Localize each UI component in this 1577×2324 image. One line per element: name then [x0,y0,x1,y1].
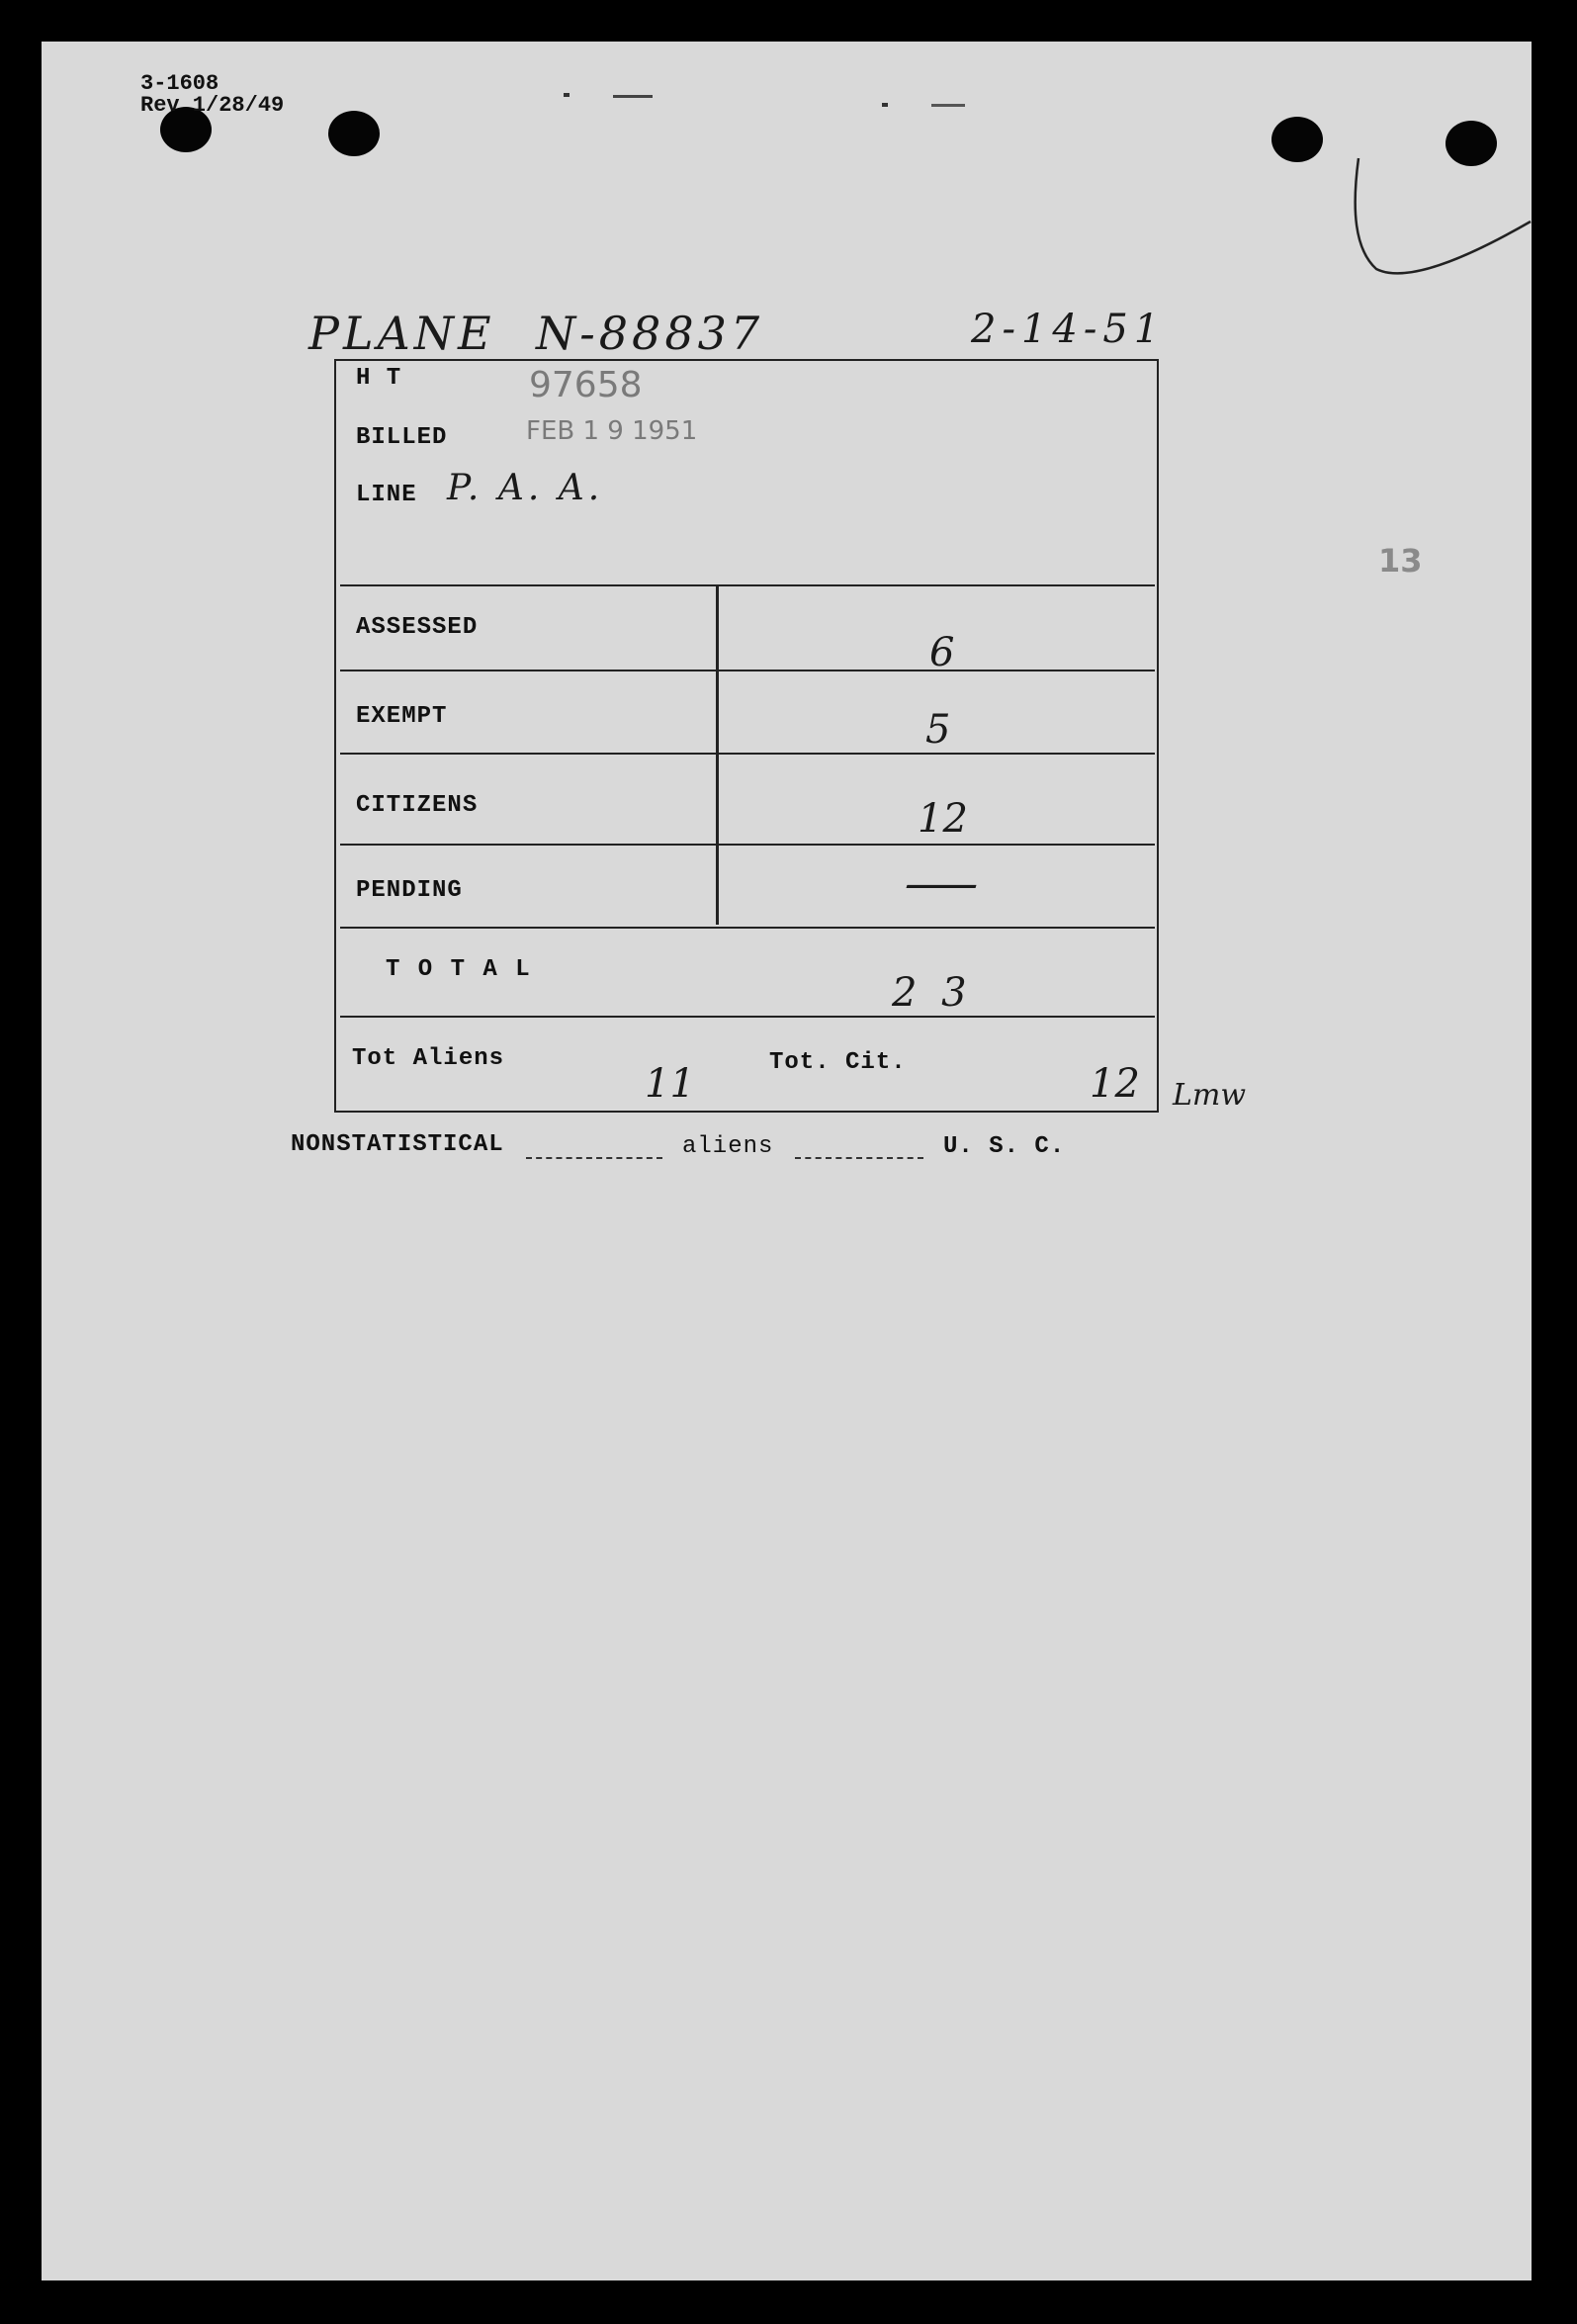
tot-aliens-label: Tot Aliens [352,1045,505,1072]
ht-number-stamp: 97658 [529,365,643,405]
tot-cit-label: Tot. Cit. [769,1049,907,1076]
citizens-label: CITIZENS [356,792,479,819]
plane-label: PLANE [308,307,495,360]
stray-mark [564,93,569,97]
divider [340,927,1155,929]
pending-label: PENDING [356,877,463,904]
divider [340,670,1155,671]
document-card [42,42,1532,2280]
line-label: LINE [356,482,417,508]
plane-number: N-88837 [536,307,764,360]
exempt-value: 5 [925,707,951,753]
billed-label: BILLED [356,424,448,451]
divider [340,584,1155,586]
aliens-label: aliens [682,1133,774,1160]
usc-label: U. S. C. [943,1133,1066,1160]
tot-cit-value: 12 [1090,1061,1140,1107]
check-mark-scribble [1297,150,1532,289]
citizens-value: 12 [918,796,968,842]
divider [340,1016,1155,1018]
form-revision: Rev 1/28/49 [140,93,285,118]
form-number: 3-1608 [140,71,219,96]
total-label: T O T A L [386,956,532,983]
billed-date-stamp: FEB 1 9 1951 [526,416,698,446]
page-number: 13 [1378,542,1423,580]
assessed-value: 6 [929,630,955,675]
nonstatistical-usc-blank [795,1157,923,1159]
pending-value: — [903,855,980,911]
assessed-label: ASSESSED [356,614,479,641]
punch-hole [328,111,380,156]
tot-aliens-value: 11 [645,1061,695,1107]
nonstatistical-aliens-blank [526,1157,662,1159]
total-value: 2 3 [892,970,973,1016]
initials: Lmw [1173,1078,1247,1113]
nonstatistical-label: NONSTATISTICAL [291,1131,504,1158]
header-date: 2-14-51 [971,307,1166,352]
line-value: P. A. A. [447,468,604,508]
stray-mark [931,104,965,107]
stray-mark [882,103,888,107]
divider [340,753,1155,755]
exempt-label: EXEMPT [356,703,448,730]
ht-label: H T [356,365,402,392]
stray-mark [613,95,653,98]
column-divider [716,586,719,925]
divider [340,844,1155,846]
form-table [334,359,1159,1113]
